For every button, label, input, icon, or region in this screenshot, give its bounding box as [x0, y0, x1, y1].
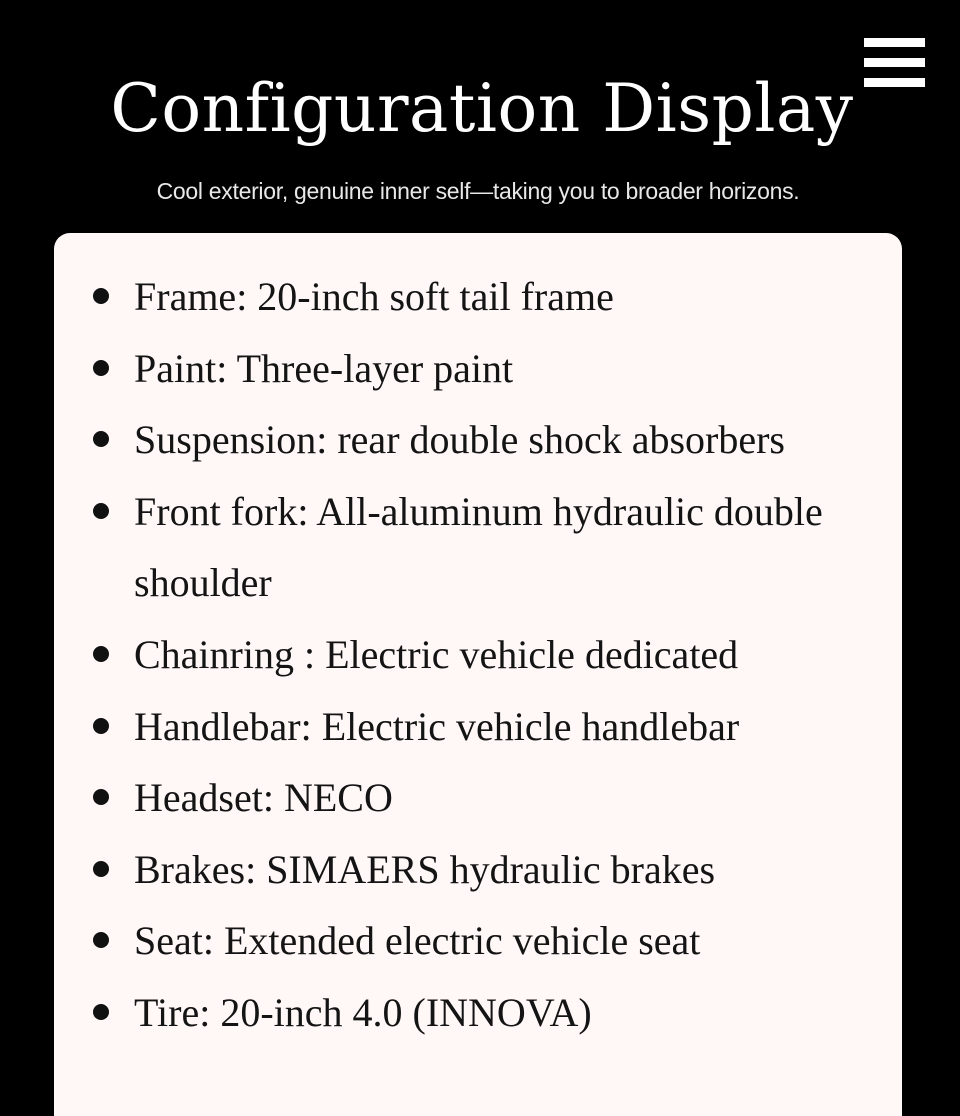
spec-text: Headset: NECO: [134, 775, 393, 821]
spec-item-front-fork: [54, 476, 902, 619]
spec-text: Seat: Extended electric vehicle seat: [134, 918, 701, 964]
spec-item-brakes: [54, 834, 902, 906]
hamburger-menu-icon: [864, 38, 925, 47]
spec-list: [54, 261, 902, 1049]
spec-card: [54, 233, 902, 1116]
spec-text: Front fork: All-aluminum hydraulic double shoulder: [134, 488, 823, 606]
spec-item-seat: [54, 905, 902, 977]
spec-text: Handlebar: Electric vehicle handlebar: [134, 703, 740, 749]
spec-text: Paint: Three-layer paint: [134, 345, 514, 391]
bullet-icon: [93, 789, 109, 805]
spec-text: Suspension: rear double shock absorbers: [134, 417, 785, 463]
bullet-icon: [93, 1004, 109, 1020]
spec-item-suspension: [54, 404, 902, 476]
bullet-icon: [93, 431, 109, 447]
spec-text: Tire: 20-inch 4.0 (INNOVA): [134, 989, 592, 1035]
bullet-icon: [93, 646, 109, 662]
bullet-icon: [93, 718, 109, 734]
bullet-icon: [93, 360, 109, 376]
spec-item-tire: [54, 977, 902, 1049]
spec-item-headset: [54, 762, 902, 834]
spec-text: Brakes: SIMAERS hydraulic brakes: [134, 846, 716, 892]
bullet-icon: [93, 503, 109, 519]
bullet-icon: [93, 288, 109, 304]
bullet-icon: [93, 861, 109, 877]
page-subtitle: Cool exterior, genuine inner self—taking you to broader horizons.: [156, 178, 800, 204]
spec-text: Frame: 20-inch soft tail frame: [134, 274, 614, 319]
page-title: Configuration Display: [110, 70, 854, 147]
spec-item-chainring: [54, 619, 902, 691]
spec-item-handlebar: [54, 691, 902, 763]
spec-item-paint: [54, 333, 902, 405]
spec-text: Chainring : Electric vehicle dedicated: [134, 631, 739, 677]
spec-item-frame: [54, 261, 902, 333]
bullet-icon: [93, 932, 109, 948]
